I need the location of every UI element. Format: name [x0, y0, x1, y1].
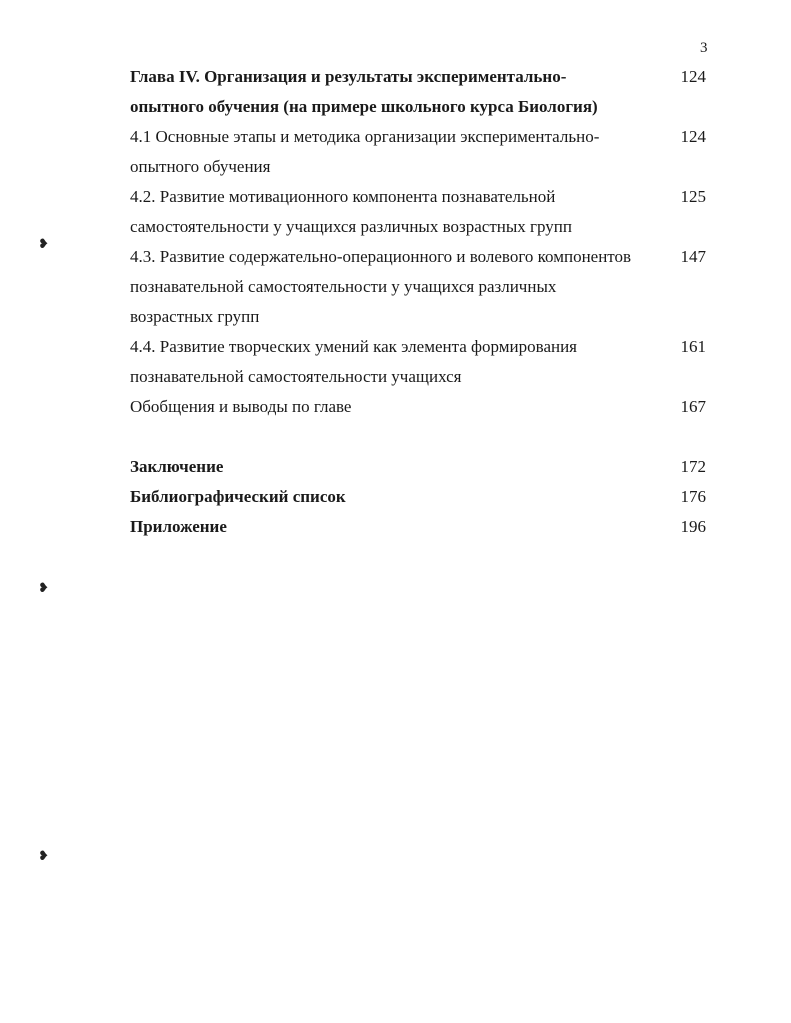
toc-entry-title-line: Глава IV. Организация и результаты экспериментально-: [130, 67, 567, 86]
toc-entry-title-line: Заключение: [130, 457, 224, 476]
toc-entry-section-4-4[interactable]: [130, 332, 706, 392]
toc-entry-appendix[interactable]: [130, 512, 706, 542]
toc-entry-title-line: 4.4. Развитие творческих умений как элемента формирования: [130, 337, 578, 356]
toc-entry-section-4-3[interactable]: [130, 242, 706, 332]
toc-entry-page: 161: [680, 337, 706, 356]
toc-entry-title-line: самостоятельности у учащихся различных возрастных групп: [130, 217, 572, 236]
toc-entry-title-line: возрастных групп: [130, 307, 260, 326]
toc-entry-title: [130, 512, 666, 542]
toc-entry-title-line: познавательной самостоятельности у учащихся различных: [130, 277, 557, 296]
toc-entry-title: [130, 452, 666, 482]
toc-entry-section-4-1[interactable]: [130, 122, 706, 182]
toc-entry-title: [130, 242, 666, 332]
toc-entry-section-4-2[interactable]: [130, 182, 706, 242]
toc-entry-conclusion[interactable]: [130, 452, 706, 482]
toc-entry-title-line: опытного обучения: [130, 157, 271, 176]
toc-entry-title-line: 4.1 Основные этапы и методика организации экспериментально-: [130, 127, 600, 146]
toc-entry-page: 196: [680, 517, 706, 536]
toc-entry-title: [130, 62, 666, 122]
toc-entry-page: 125: [680, 187, 706, 206]
toc-entry-title: [130, 332, 666, 392]
toc-entry-bibliography[interactable]: [130, 482, 706, 512]
toc-entry-page: 147: [680, 247, 706, 266]
toc-entry-page: 124: [680, 127, 706, 146]
toc-entry-title-line: Приложение: [130, 517, 227, 536]
toc-entry-chapter-4[interactable]: [130, 62, 706, 122]
toc-entry-title: [130, 182, 666, 242]
toc-entry-page: 176: [680, 487, 706, 506]
scan-artifact: ❥: [38, 236, 49, 251]
toc-entry-title-line: 4.2. Развитие мотивационного компонента познавательной: [130, 187, 556, 206]
toc-entry-page: 172: [680, 457, 706, 476]
toc-entry-title: [130, 122, 666, 182]
scan-artifact: ❥: [38, 580, 49, 595]
toc-spacer: [130, 422, 706, 452]
page-number: 3: [700, 40, 708, 56]
toc-entry-title-line: опытного обучения (на примере школьного курса Биология): [130, 97, 598, 116]
toc-entry-title: [130, 392, 666, 422]
toc-entry-page: 167: [680, 397, 706, 416]
table-of-contents: [130, 62, 706, 542]
toc-entry-title-line: познавательной самостоятельности учащихся: [130, 367, 462, 386]
toc-entry-page: 124: [680, 67, 706, 86]
toc-entry-title-line: Обобщения и выводы по главе: [130, 397, 352, 416]
toc-entry-title: [130, 482, 666, 512]
toc-entry-title-line: Библиографический список: [130, 487, 346, 506]
scan-artifact: ❥: [38, 848, 49, 863]
toc-entry-title-line: 4.3. Развитие содержательно-операционного и волевого компонентов: [130, 247, 632, 266]
toc-entry-summary[interactable]: [130, 392, 706, 422]
